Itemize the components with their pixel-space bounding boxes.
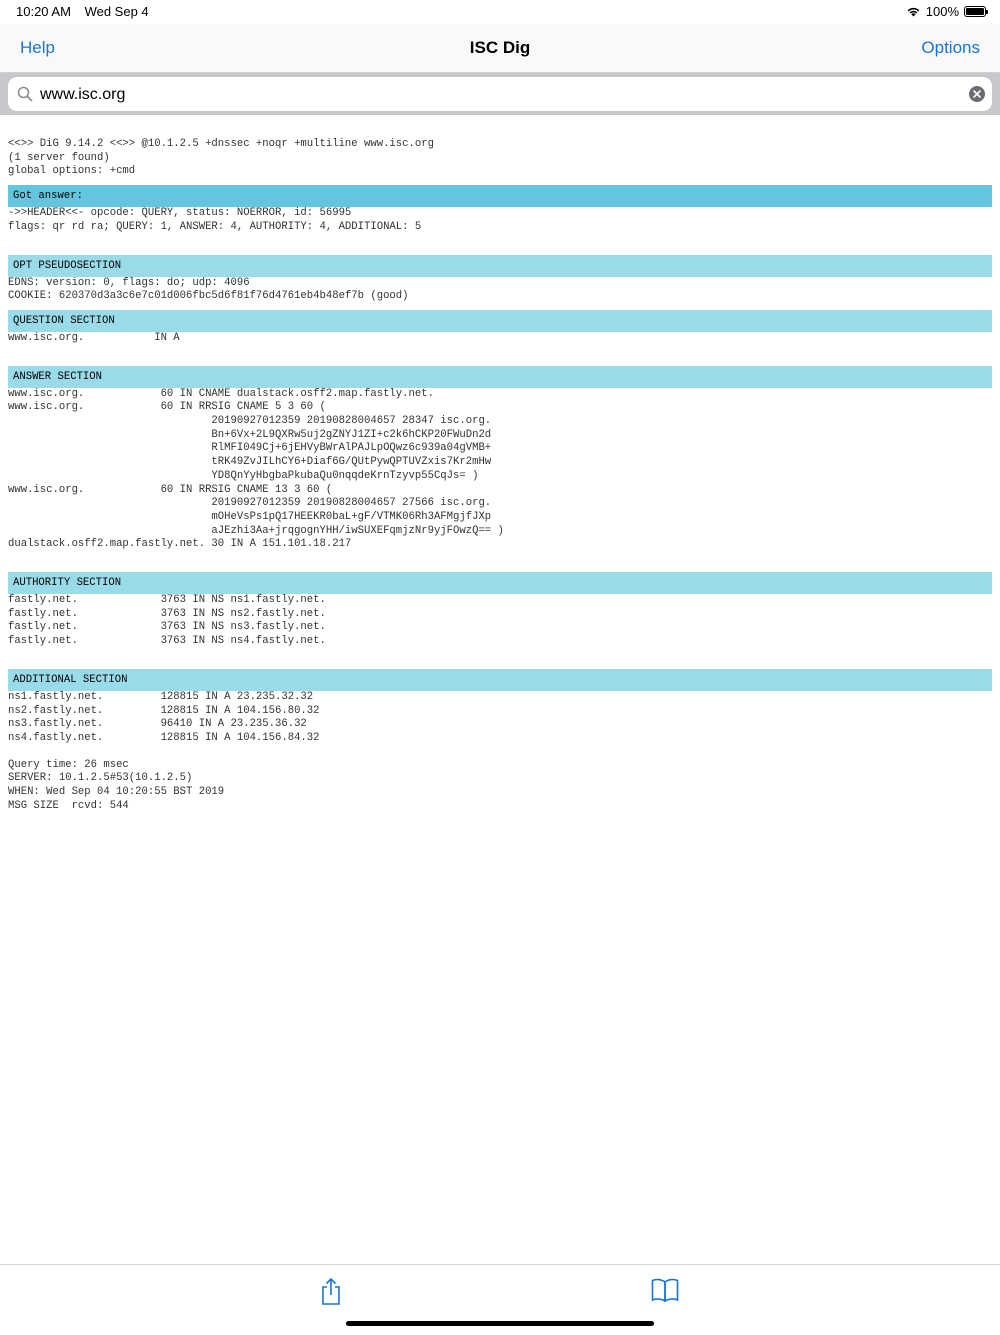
got-answer-body: ->>HEADER<<- opcode: QUERY, status: NOERROR, id: 56995 flags: qr rd ra; QUERY: 1, ANSWER: 4, AUTHORITY: 4, ADDITIONAL: 5 <box>8 207 422 233</box>
status-right <box>906 4 986 19</box>
spacer <box>8 746 992 759</box>
status-time: 10:20 AM <box>16 4 71 19</box>
authority-section-body: fastly.net. 3763 IN NS ns1.fastly.net. fastly.net. 3763 IN NS ns2.fastly.net. fastly.net. 3763 IN NS ns3.fastly.net. fastly.net. 3763 IN NS ns4.fastly.net. <box>8 594 326 648</box>
preamble-text: <<>> DiG 9.14.2 <<>> @10.1.2.5 +dnssec +noqr +multiline www.isc.org (1 server found) global options: +cmd <box>8 138 434 178</box>
battery-percent: 100% <box>925 4 959 19</box>
additional-section-header: ADDITIONAL SECTION <box>8 669 992 691</box>
book-icon[interactable] <box>651 1278 679 1302</box>
search-input[interactable] <box>38 82 962 108</box>
wifi-icon <box>906 6 921 17</box>
help-button[interactable]: Help <box>20 38 55 57</box>
status-date: Wed Sep 4 <box>84 4 149 19</box>
search-icon <box>17 86 33 102</box>
battery-icon <box>964 6 986 17</box>
share-icon[interactable] <box>320 1277 342 1305</box>
question-section-header: QUESTION SECTION <box>8 310 992 332</box>
battery-fill <box>966 8 984 15</box>
status-left <box>16 4 159 19</box>
opt-section-body: EDNS: version: 0, flags: do; udp: 4096 COOKIE: 620370d3a3c6e7c01d006fbc5d6f81f76d4761eb4b48ef7b (good) <box>8 276 409 303</box>
navigation-bar <box>0 24 1000 73</box>
clear-icon[interactable] <box>969 86 985 102</box>
question-section-body: www.isc.org. IN A <box>8 331 180 344</box>
dig-output <box>8 138 992 814</box>
authority-section-header: AUTHORITY SECTION <box>8 572 992 594</box>
search-box[interactable] <box>8 77 992 111</box>
additional-section-body: ns1.fastly.net. 128815 IN A 23.235.32.32 ns2.fastly.net. 128815 IN A 104.156.80.32 ns3.fastly.net. 96410 IN A 23.235.36.32 ns4.fastly.net. 128815 IN A 104.156.84.32 <box>8 690 320 744</box>
page-title: ISC Dig <box>469 38 531 57</box>
query-footer: Query time: 26 msec SERVER: 10.1.2.5#53(10.1.2.5) WHEN: Wed Sep 04 10:20:55 BST 2019 MSG SIZE rcvd: 544 <box>8 758 225 812</box>
options-button[interactable]: Options <box>921 38 980 57</box>
search-bar <box>0 73 1000 115</box>
opt-section-header: OPT PSEUDOSECTION <box>8 255 992 277</box>
got-answer-header: Got answer: <box>8 185 992 207</box>
home-indicator <box>346 1321 654 1326</box>
answer-section-header: ANSWER SECTION <box>8 366 992 388</box>
answer-section-body: www.isc.org. 60 IN CNAME dualstack.osff2.map.fastly.net. www.isc.org. 60 IN RRSIG CNAME 5 3 60 ( 20190927012359 20190828004657 28347 isc.org. Bn+6Vx+2L9QXRw5uj2gZNYJ1ZI+c2k6hCKP20FWuDn2d RlMFI049Cj+6jEHVyBWrAlPAJLpOQwz6c939a04gVMB+ tRK49ZvJILhCY6+Diaf6G/QUtPywQPTUVZxis7Kr2mHw YD8QnYyHbgbaPkubaQu0nqqdeKrnTzyvp55CqJs= ) www.isc.org. 60 IN RRSIG CNAME 13 3 60 ( 20190927012359 20190828004657 27566 isc.org. mOHeVsPs1pQ17HEEKR0baL+gF/VTMK06Rh3AFMgjfJXp aJEzhi3Aa+jrqgognYHH/iwSUXEFqmjzNr9yjFOwzQ== ) dualstack.osff2.map.fastly.net. 30 IN A 151.101.18.217 <box>8 387 504 551</box>
status-bar <box>0 0 1000 24</box>
